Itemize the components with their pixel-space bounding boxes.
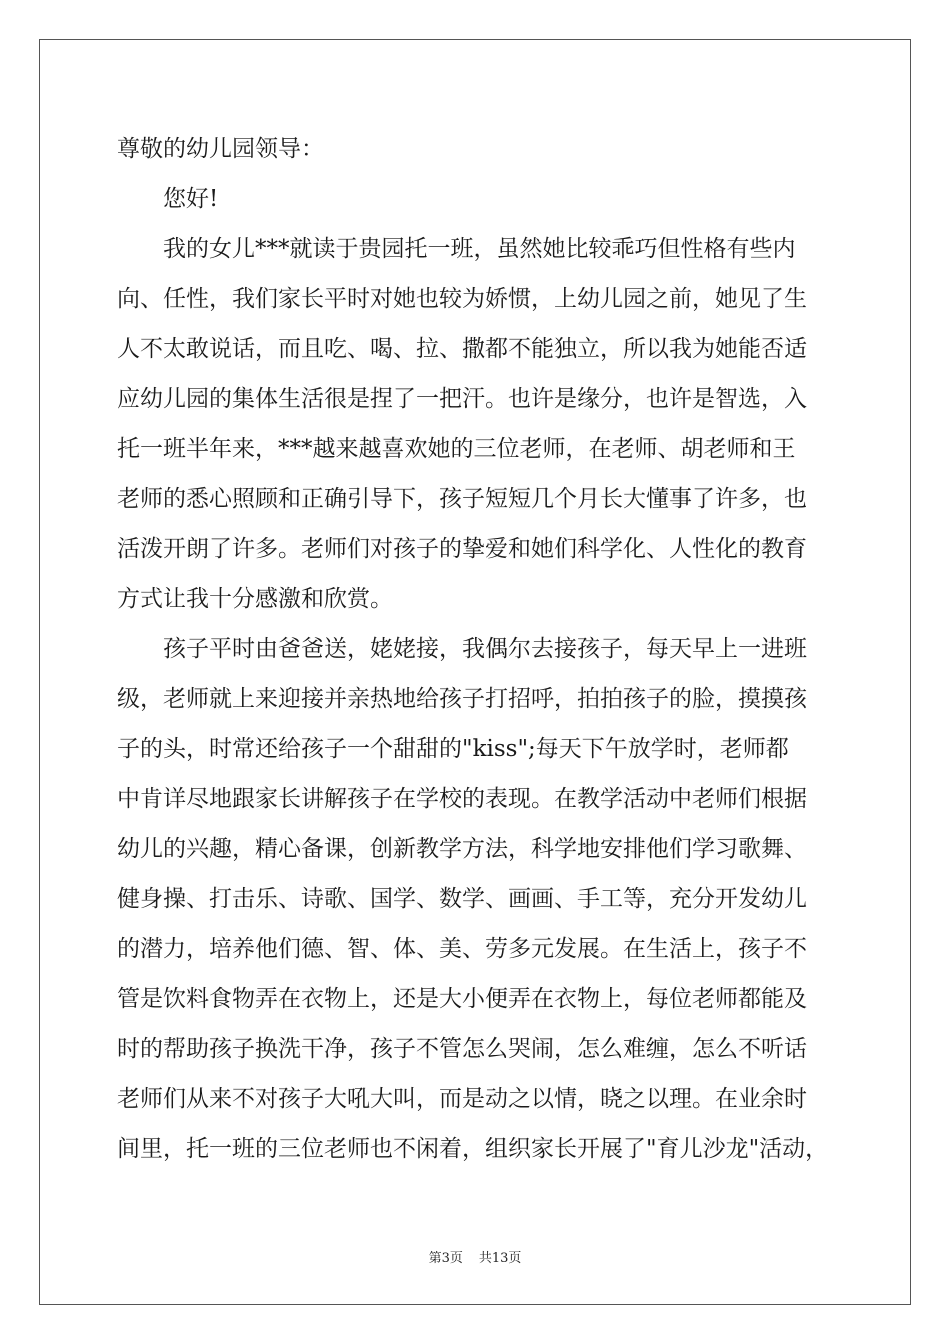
- paragraph-2-line: 中肯详尽地跟家长讲解孩子在学校的表现。在教学活动中老师们根据: [117, 786, 807, 812]
- paragraph-1-line: 人不太敢说话，而且吃、喝、拉、撒都不能独立，所以我为她能否适: [117, 336, 807, 362]
- salutation-line: 您好!: [163, 186, 219, 212]
- paragraph-1-line: 老师的悉心照顾和正确引导下，孩子短短几个月长大懂事了许多，也: [117, 486, 807, 512]
- paragraph-1-line: 向、任性，我们家长平时对她也较为娇惯，上幼儿园之前，她见了生: [117, 286, 807, 312]
- paragraph-2-line: 的潜力，培养他们德、智、体、美、劳多元发展。在生活上，孩子不: [117, 936, 807, 962]
- paragraph-2-line: 健身操、打击乐、诗歌、国学、数学、画画、手工等，充分开发幼儿: [117, 886, 807, 912]
- paragraph-1-line: 活泼开朗了许多。老师们对孩子的挚爱和她们科学化、人性化的教育: [117, 536, 807, 562]
- paragraph-2-line: 间里，托一班的三位老师也不闲着，组织家长开展了"育儿沙龙"活动，: [117, 1136, 829, 1162]
- paragraph-1-line: 我的女儿***就读于贵园托一班，虽然她比较乖巧但性格有些内: [163, 236, 796, 262]
- paragraph-1-line: 应幼儿园的集体生活很是捏了一把汗。也许是缘分，也许是智选，入: [117, 386, 807, 412]
- paragraph-1-line: 托一班半年来，***越来越喜欢她的三位老师，在老师、胡老师和王: [117, 436, 796, 462]
- page-footer: [0, 1247, 950, 1266]
- paragraph-2-line: 子的头，时常还给孩子一个甜甜的"kiss";每天下午放学时，老师都: [117, 736, 789, 762]
- paragraph-1-line: 方式让我十分感激和欣赏。: [117, 586, 393, 612]
- page-border: [39, 39, 911, 1305]
- page-total: 共13页: [478, 1251, 522, 1266]
- paragraph-2-line: 级，老师就上来迎接并亲热地给孩子打招呼，拍拍孩子的脸，摸摸孩: [117, 686, 807, 712]
- paragraph-2-line: 管是饮料食物弄在衣物上，还是大小便弄在衣物上，每位老师都能及: [117, 986, 807, 1012]
- greeting-line: 尊敬的幼儿园领导：: [117, 136, 324, 162]
- paragraph-2-line: 幼儿的兴趣，精心备课，创新教学方法，科学地安排他们学习歌舞、: [117, 836, 807, 862]
- paragraph-2-line: 时的帮助孩子换洗干净，孩子不管怎么哭闹，怎么难缠，怎么不听话: [117, 1036, 807, 1062]
- paragraph-2-line: 老师们从来不对孩子大吼大叫，而是动之以情，晓之以理。在业余时: [117, 1086, 807, 1112]
- paragraph-2-line: 孩子平时由爸爸送，姥姥接，我偶尔去接孩子，每天早上一进班: [163, 636, 807, 662]
- page-number: 第3页: [428, 1251, 463, 1266]
